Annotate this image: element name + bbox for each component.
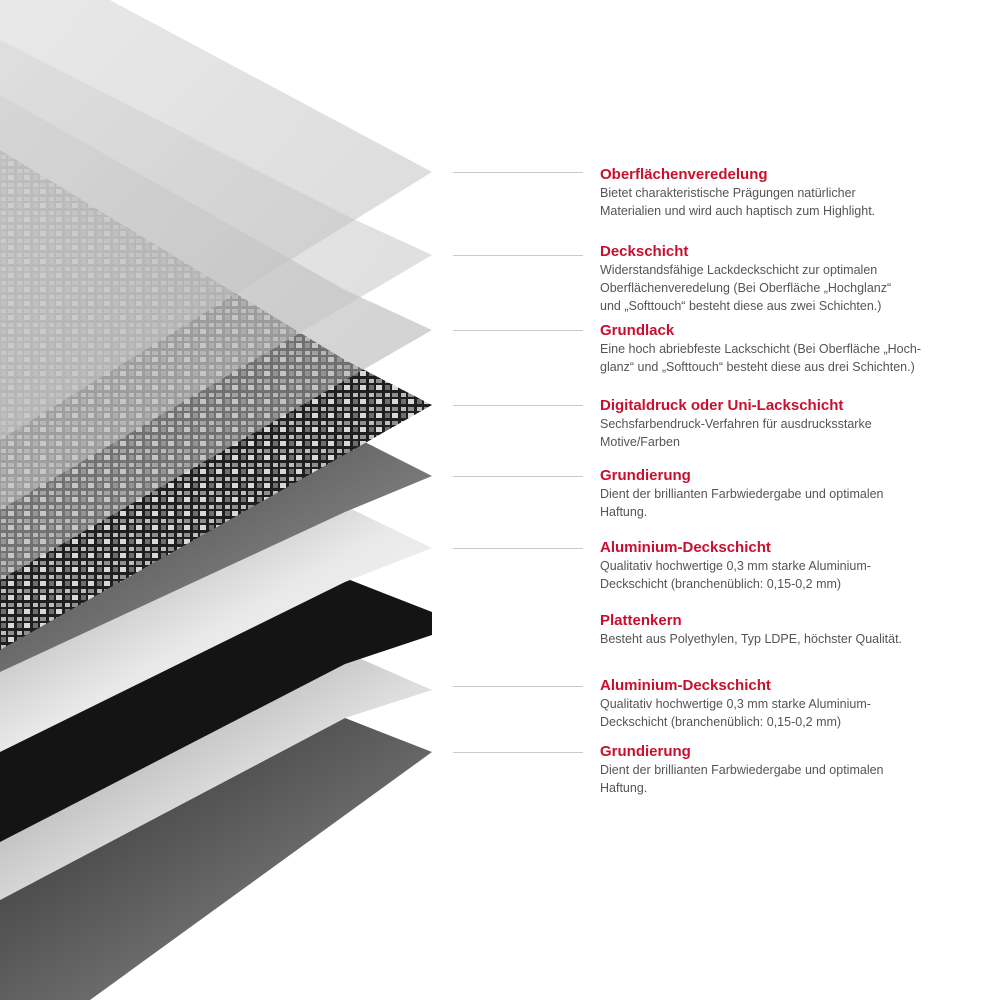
callout-aluminium-top: [600, 538, 990, 593]
layer-title: Plattenkern: [600, 612, 682, 629]
layer-title: Grundierung: [600, 467, 691, 484]
callout-aluminium-bottom: [600, 676, 990, 731]
layer-description: Materialien und wird auch haptisch zum Highlight.: [600, 204, 876, 218]
leader-line: [453, 405, 583, 406]
leader-line: [453, 686, 583, 687]
leader-line: [453, 548, 583, 549]
callout-core: [600, 611, 990, 648]
callout-primer: [600, 466, 990, 521]
layer-description: Eine hoch abriebfeste Lackschicht (Bei Oberfläche „Hoch-: [600, 342, 921, 356]
layer-description: Motive/Farben: [600, 435, 680, 449]
layer-description: und „Softtouch“ besteht diese aus zwei Schichten.): [600, 299, 882, 313]
callout-primer-bottom: [600, 742, 990, 797]
layer-description: Haftung.: [600, 781, 648, 795]
layer-title: Oberflächenveredelung: [600, 166, 768, 183]
layer-description: Sechsfarbendruck-Verfahren für ausdrucksstarke: [600, 417, 872, 431]
layer-title: Deckschicht: [600, 243, 689, 260]
callout-surface-finish: [600, 165, 990, 220]
layer-description: Dient der brillianten Farbwiedergabe und optimalen: [600, 763, 884, 777]
callout-base-coat: [600, 321, 990, 376]
leader-line: [453, 255, 583, 256]
layer-title: Aluminium-Deckschicht: [600, 677, 771, 694]
layer-description: Deckschicht (branchenüblich: 0,15-0,2 mm): [600, 715, 842, 729]
layer-title: Digitaldruck oder Uni-Lackschicht: [600, 397, 844, 414]
layer-title: Grundierung: [600, 743, 691, 760]
callout-print: [600, 396, 990, 451]
layer-description: Haftung.: [600, 505, 648, 519]
layer-title: Aluminium-Deckschicht: [600, 539, 771, 556]
layer-description: Besteht aus Polyethylen, Typ LDPE, höchster Qualität.: [600, 632, 903, 646]
leader-line: [453, 330, 583, 331]
layer-description: Qualitativ hochwertige 0,3 mm starke Aluminium-: [600, 559, 871, 573]
layer-description: Oberflächenveredelung (Bei Oberfläche „Hochglanz“: [600, 281, 892, 295]
layer-title: Grundlack: [600, 322, 675, 339]
leader-line: [453, 172, 583, 173]
callout-top-coat: [600, 242, 990, 315]
leader-line: [453, 476, 583, 477]
layer-description: Deckschicht (branchenüblich: 0,15-0,2 mm): [600, 577, 842, 591]
layer-description: Dient der brillianten Farbwiedergabe und optimalen: [600, 487, 884, 501]
layer-description: Widerstandsfähige Lackdeckschicht zur optimalen: [600, 263, 878, 277]
leader-line: [453, 752, 583, 753]
layer-description: glanz“ und „Softtouch“ besteht diese aus drei Schichten.): [600, 360, 915, 374]
layer-description: Qualitativ hochwertige 0,3 mm starke Aluminium-: [600, 697, 871, 711]
layer-description: Bietet charakteristische Prägungen natürlicher: [600, 186, 856, 200]
